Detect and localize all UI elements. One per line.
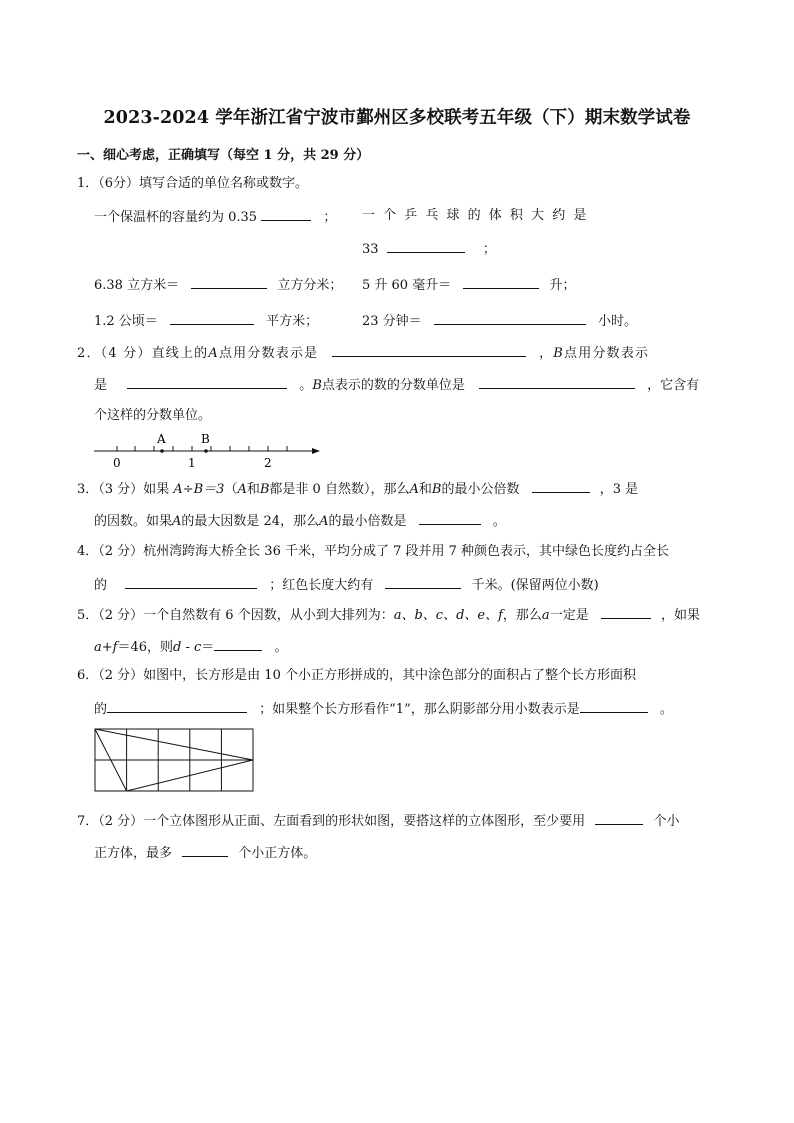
q1-b2-end: 升； xyxy=(549,278,576,293)
answer-blank[interactable] xyxy=(191,276,267,289)
answer-blank[interactable] xyxy=(170,312,254,325)
q1-b2-text: 5 升 60 毫升＝ xyxy=(362,278,452,293)
answer-blank[interactable] xyxy=(127,376,287,389)
q1-item-a2b xyxy=(362,240,496,258)
q7-text: 正方体，最多 xyxy=(94,846,173,861)
q5-line-1 xyxy=(77,606,700,624)
q5-expression: a+f xyxy=(94,640,118,655)
var-a: A xyxy=(208,346,219,361)
q3-line-2 xyxy=(94,512,506,530)
q2-text: 点用分数表示 xyxy=(564,346,650,361)
var-b: B xyxy=(312,378,322,393)
q5-text: 一定是 xyxy=(549,608,589,623)
page-title: 2023-2024 学年浙江省宁波市鄞州区多校联考五年级（下）期末数学试卷 xyxy=(103,108,691,128)
q1-item-b1 xyxy=(94,276,342,294)
answer-blank[interactable] xyxy=(595,812,643,825)
q2-text: 点用分数表示是 xyxy=(218,346,319,361)
section-heading: 一、细心考虑，正确填写（每空 1 分，共 29 分） xyxy=(77,148,370,163)
var-a: A xyxy=(237,482,247,497)
q3-text: 的最小倍数是 xyxy=(328,514,407,529)
var-b: B xyxy=(431,482,442,497)
answer-blank[interactable] xyxy=(601,606,651,619)
q7-text: 个小 xyxy=(653,814,680,829)
q3-text: 的最小公倍数 xyxy=(441,482,520,497)
tick-label-0: 0 xyxy=(113,456,121,470)
q4-line-2 xyxy=(94,576,599,594)
answer-blank[interactable] xyxy=(385,576,461,589)
q1-c1-end: 平方米； xyxy=(266,314,319,329)
q5-expression: d - c xyxy=(173,640,202,655)
answer-blank[interactable] xyxy=(532,480,590,493)
q2-text: ，它含有 xyxy=(647,378,700,393)
answer-blank[interactable] xyxy=(261,208,311,221)
rectangle-grid-figure xyxy=(94,728,256,794)
q5-text: ＝ xyxy=(201,640,215,655)
answer-blank[interactable] xyxy=(332,344,526,357)
q5-text: 。 xyxy=(274,640,288,655)
q6-text: ；如果整个长方形看作“1”，那么阴影部分用小数表示是 xyxy=(259,702,580,717)
q1-c2-text: 23 分钟＝ xyxy=(362,314,422,329)
q1-a1-end: ； xyxy=(323,210,337,225)
q2-line-1 xyxy=(77,344,649,362)
q6-text: 的 xyxy=(94,702,108,717)
point-a-marker xyxy=(160,449,164,453)
q5-text: ，那么 xyxy=(502,608,542,623)
answer-blank[interactable] xyxy=(125,576,257,589)
tick-label-2: 2 xyxy=(264,456,272,470)
q4-text: 的 xyxy=(94,578,108,593)
q2-text: 。 xyxy=(299,378,313,393)
q3-text: （ xyxy=(224,482,238,497)
q2-line-2 xyxy=(94,376,699,394)
var-a: A xyxy=(319,514,329,529)
var-b: B xyxy=(553,346,565,361)
point-a-label: A xyxy=(157,432,166,446)
q7-text: 7．（2 分）一个立体图形从正面、左面看到的形状如图，要搭这样的立体图形，至少要用 xyxy=(77,814,586,829)
number-line-ticks xyxy=(117,446,287,451)
answer-blank[interactable] xyxy=(107,700,247,713)
answer-blank[interactable] xyxy=(434,312,586,325)
q3-text: 3．（3 分）如果 xyxy=(77,482,170,497)
q2-text: ， xyxy=(539,346,554,361)
answer-blank[interactable] xyxy=(419,512,481,525)
q1-c2-end: 小时。 xyxy=(597,314,637,329)
q6-line-2 xyxy=(94,700,673,718)
q1-item-c2 xyxy=(362,312,637,330)
q7-line-1 xyxy=(77,812,679,830)
answer-blank[interactable] xyxy=(479,376,635,389)
q1-b1-text: 6.38 立方米＝ xyxy=(94,278,180,293)
q2-text: 点表示的数的分数单位是 xyxy=(321,378,465,393)
q5-text: ＝46，则 xyxy=(117,640,174,655)
number-line-arrow-icon xyxy=(312,448,320,454)
q1-b1-end: 立方分米； xyxy=(277,278,343,293)
q1-a2-end: ； xyxy=(482,242,496,257)
q2-text: 2．（4 分）直线上的 xyxy=(77,346,209,361)
q3-text: 和 xyxy=(418,482,432,497)
q2-text: 是 xyxy=(94,378,108,393)
var-a: A xyxy=(172,514,182,529)
point-b-marker xyxy=(204,449,208,453)
q3-text: 的最大因数是 24，那么 xyxy=(181,514,320,529)
q7-line-2 xyxy=(94,844,316,862)
q6-line-1: 6．（2 分）如图中，长方形是由 10 个小正方形拼成的，其中涂色部分的面积占了整个长方形面积 xyxy=(77,668,636,683)
q5-text: 5．（2 分）一个自然数有 6 个因数，从小到大排列为： xyxy=(77,608,394,623)
q4-line-1: 4．（2 分）杭州湾跨海大桥全长 36 千米，平均分成了 7 段并用 7 种颜色表示，其中绿色长度约占全长 xyxy=(77,544,670,559)
q3-text: 。 xyxy=(492,514,506,529)
point-b-label: B xyxy=(201,432,210,446)
q3-text: 和 xyxy=(246,482,260,497)
var-a-lower: a xyxy=(541,608,550,623)
q1-a2-text: 一 个 乒 乓 球 的 体 积 大 约 是 xyxy=(362,208,589,223)
q2-line-3: 个这样的分数单位。 xyxy=(94,408,212,423)
q3-expression: A÷B＝3 xyxy=(173,482,225,497)
var-b: B xyxy=(259,482,270,497)
q3-text: 的因数。如果 xyxy=(94,514,173,529)
q5-variables: a、b、c、d、e、f xyxy=(393,608,503,623)
q5-text: ，如果 xyxy=(660,608,700,623)
tick-label-1: 1 xyxy=(188,456,196,470)
q6-text: 。 xyxy=(659,702,673,717)
q3-text: 都是非 0 自然数），那么 xyxy=(269,482,410,497)
q5-line-2 xyxy=(94,638,287,656)
q1-a1-text: 一个保温杯的容量约为 0.35 xyxy=(94,210,258,225)
question-1-stem: 1．（6分）填写合适的单位名称或数字。 xyxy=(77,176,309,191)
q4-text: 千米。(保留两位小数) xyxy=(471,578,599,593)
q1-item-a1 xyxy=(94,208,336,226)
q1-c1-text: 1.2 公顷＝ xyxy=(94,314,158,329)
answer-blank[interactable] xyxy=(214,638,262,651)
q7-text: 个小正方体。 xyxy=(238,846,317,861)
grid-lines xyxy=(95,729,253,791)
q1-item-c1 xyxy=(94,312,318,330)
var-a: A xyxy=(409,482,419,497)
q3-line-1 xyxy=(77,480,638,498)
answer-blank[interactable] xyxy=(580,700,648,713)
answer-blank[interactable] xyxy=(463,276,539,289)
q3-text: ，3 是 xyxy=(599,482,639,497)
number-line-figure xyxy=(90,428,330,470)
q1-a2b-text: 33 xyxy=(362,242,379,257)
q4-text: ；红色长度大约有 xyxy=(269,578,374,593)
answer-blank[interactable] xyxy=(182,844,228,857)
answer-blank[interactable] xyxy=(387,240,465,253)
q1-item-b2 xyxy=(362,276,576,294)
